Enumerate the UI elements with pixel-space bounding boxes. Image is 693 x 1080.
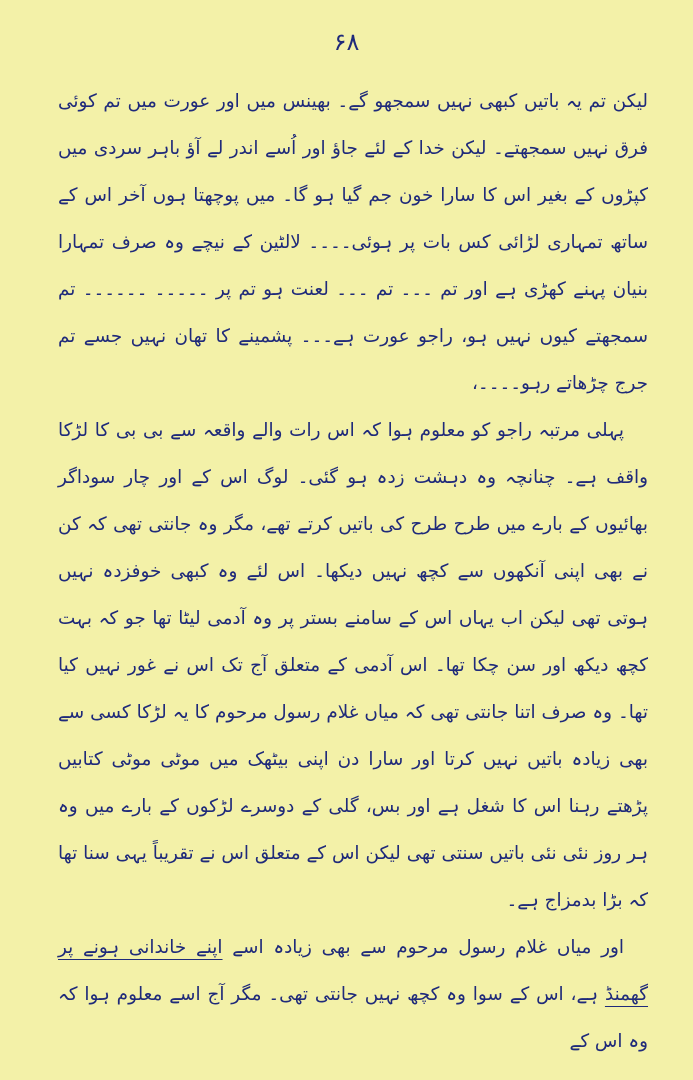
underlined-phrase: اپنے خاندانی ہونے پر گھمنڈ bbox=[58, 937, 649, 1005]
closing-text-start: اور میاں غلام رسول مرحوم سے بھی زیادہ اسے bbox=[222, 937, 624, 958]
page-number: ۶۸ bbox=[333, 28, 360, 56]
paragraph-dialogue: لیکن تم یہ باتیں کبھی نہیں سمجھو گے۔ بھینس میں اور عورت میں تم کوئی فرق نہیں سمجھتے۔ لیکن خدا کے لئے جاؤ اور اُسے اندر لے آؤ باہر سردی میں کپڑوں کے بغیر اس کا سارا خون جم گیا ہو گا۔ میں پوچھتا ہوں آخر اس کے ساتھ تمہاری لڑائی کس بات پر ہوئی۔۔۔۔ لالٹین کے نیچے وہ صرف تمہارا بنیان پہنے کھڑی ہے اور تم ۔۔۔ تم ۔۔۔ لعنت ہو تم پر ۔۔۔۔۔ ۔۔۔۔۔۔ تم سمجھتے کیوں نہیں ہو، راجو عورت ہے۔۔۔ پشمینے کا تھان نہیں جسے تم جرج چڑھاتے رہو۔۔۔۔، bbox=[58, 91, 648, 394]
page-body-text bbox=[58, 78, 648, 1065]
paragraph-narration: پہلی مرتبہ راجو کو معلوم ہوا کہ اس رات والے واقعہ سے بی بی کا لڑکا واقف ہے۔ چنانچہ وہ دہشت زدہ ہو گئی۔ لوگ اس کے اور چار سوداگر بھائیوں کے بارے میں طرح طرح کی باتیں کرتے تھے، مگر وہ جانتی تھی کہ کن نے بھی اپنی آنکھوں سے کچھ نہیں دیکھا۔ اس لئے وہ کبھی خوفزدہ نہیں ہوتی تھی لیکن اب یہاں اس کے سامنے بستر پر وہ آدمی لیٹا تھا جو کہ بہت کچھ دیکھ اور سن چکا تھا۔ اس آدمی کے متعلق آج تک اس نے غور نہیں کیا تھا۔ وہ صرف اتنا جانتی تھی کہ میاں غلام رسول مرحوم کا یہ لڑکا کسی سے بھی زیادہ باتیں نہیں کرتا اور سارا دن اپنی بیٹھک میں موٹی موٹی کتابیں پڑھتے رہنا اس کا شغل ہے اور بس، گلی کے دوسرے لڑکوں کے بارے میں وہ ہر روز نئی نئی باتیں سنتی تھی لیکن اس کے متعلق اس نے تقریباً یہی سنا تھا کہ بڑا بدمزاج ہے۔ bbox=[58, 420, 648, 911]
closing-text-end: ہے، اس کے سوا وہ کچھ نہیں جانتی تھی۔ مگر آج اسے معلوم ہوا کہ وہ اس کے bbox=[58, 984, 648, 1052]
paragraph-closing bbox=[58, 924, 648, 1065]
